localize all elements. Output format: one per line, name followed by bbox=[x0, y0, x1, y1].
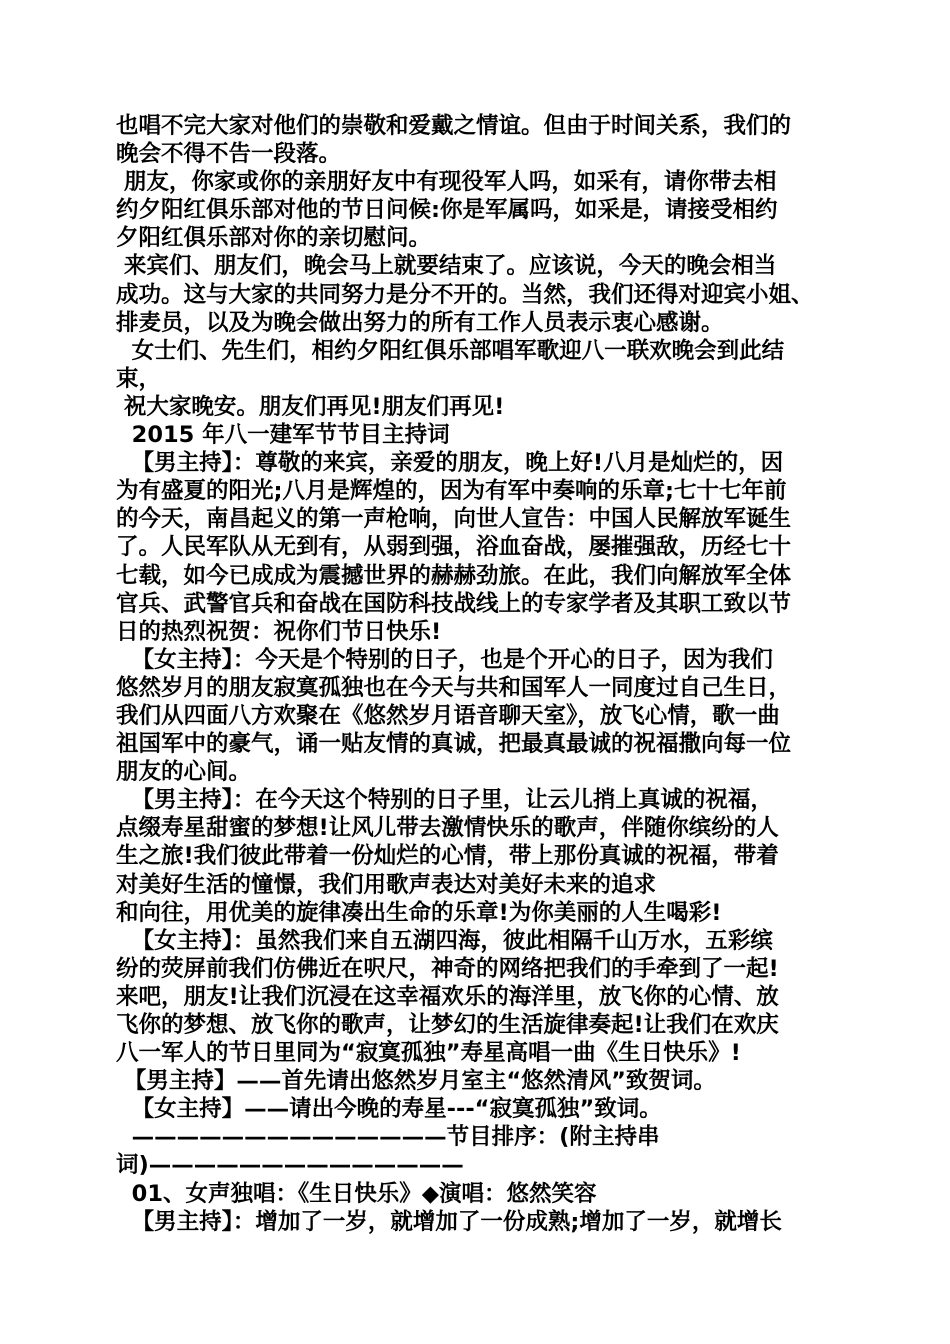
text-line: 来宾们、朋友们，晚会马上就要结束了。应该说，今天的晚会相当 bbox=[116, 253, 777, 280]
text-line: 纷的荧屏前我们仿佛近在呎尺，神奇的网络把我们的手牵到了一起! bbox=[116, 955, 779, 982]
text-line: 【女主持】：虽然我们来自五湖四海，彼此相隔千山万水，五彩缤 bbox=[116, 927, 773, 954]
text-line: 【男主持】：在今天这个特别的日子里，让云儿捎上真诚的祝福， bbox=[116, 787, 773, 814]
text-line: 成功。这与大家的共同努力是分不开的。当然，我们还得对迎宾小姐、 bbox=[116, 281, 814, 308]
text-line: 约夕阳红俱乐部对他的节日问候:你是军属吗，如采是，请接受相约 bbox=[116, 197, 778, 224]
text-line: 飞你的梦想、放飞你的歌声，让梦幻的生活旋律奏起!让我们在欢庆 bbox=[116, 1012, 779, 1038]
text-line: 八一军人的节日里同为“寂寞孤独”寿星高唱一曲《生日快乐》! bbox=[116, 1040, 741, 1067]
text-line: 和向往，用优美的旋律凑出生命的乐章!为你美丽的人生喝彩! bbox=[116, 899, 722, 926]
text-line: 祖国军中的豪气，诵一贴友情的真诚，把最真最诚的祝福撒向每一位 bbox=[116, 731, 792, 758]
text-line: 朋友的心间。 bbox=[116, 759, 252, 786]
text-line: 也唱不完大家对他们的崇敬和爱戴之情谊。但由于时间关系，我们的 bbox=[116, 113, 792, 139]
program-item: 01、女声独唱：《生日快乐》◆演唱：悠然笑容 bbox=[116, 1180, 597, 1207]
text-line: 的今天，南昌起义的第一声枪响，向世人宣告：中国人民解放军诞生 bbox=[116, 506, 792, 533]
text-line: 【女主持】：今天是个特别的日子，也是个开心的日子，因为我们 bbox=[116, 646, 773, 673]
program-order-heading: ——————————————节目排序：(附主持串 bbox=[116, 1124, 660, 1151]
text-line: 为有盛夏的阳光;八月是辉煌的，因为有军中奏响的乐章;七十七年前 bbox=[116, 478, 787, 505]
text-line: 点缀寿星甜蜜的梦想!让风儿带去激情快乐的歌声，伴随你缤纷的人 bbox=[116, 815, 779, 842]
text-line: 晚会不得不告一段落。 bbox=[116, 141, 342, 168]
text-line: 了。人民军队从无到有，从弱到强，浴血奋战，屡摧强敌，历经七十 bbox=[116, 534, 792, 561]
text-line: 夕阳红俱乐部对你的亲切慰问。 bbox=[116, 225, 432, 252]
text-line: 生之旅!我们彼此带着一份灿烂的心情，带上那份真诚的祝福，带着 bbox=[116, 843, 779, 870]
text-line: 女士们、先生们，相约夕阳红俱乐部唱军歌迎八一联欢晚会到此结 bbox=[116, 337, 785, 364]
text-line: 【男主持】：增加了一岁，就增加了一份成熟;增加了一岁，就增长 bbox=[116, 1208, 782, 1235]
text-line: 排麦员，以及为晚会做出努力的所有工作人员表示衷心感谢。 bbox=[116, 309, 724, 336]
text-line: 祝大家晚安。朋友们再见!朋友们再见! bbox=[116, 393, 505, 420]
text-line: 朋友，你家或你的亲朋好友中有现役军人吗，如采有，请你带去相 bbox=[116, 169, 777, 196]
text-line: 【女主持】——请出今晚的寿星---“寂寞孤独”致词。 bbox=[116, 1096, 662, 1123]
text-line: 来吧，朋友!让我们沉浸在这幸福欢乐的海洋里，放飞你的心情、放 bbox=[116, 983, 779, 1010]
text-line: 【男主持】：尊敬的来宾，亲爱的朋友，晚上好!八月是灿烂的，因 bbox=[116, 450, 784, 477]
text-line: 日的热烈祝贺：祝你们节日快乐! bbox=[116, 618, 442, 645]
text-line: 七载，如今已成成为震撼世界的赫赫劲旅。在此，我们向解放军全体 bbox=[116, 562, 792, 589]
program-order-heading-cont: 词)—————————————— bbox=[116, 1152, 464, 1179]
text-line: 束， bbox=[116, 365, 162, 392]
document-body bbox=[116, 112, 846, 1236]
section-title: 2015 年八一建军节节目主持词 bbox=[116, 422, 450, 449]
text-line: 我们从四面八方欢聚在《悠然岁月语音聊天室》，放飞心情，歌一曲 bbox=[116, 702, 780, 729]
text-line: 对美好生活的憧憬，我们用歌声表达对美好未来的追求 bbox=[116, 871, 657, 898]
text-line: 【男主持】——首先请出悠然岁月室主“悠然清风”致贺词。 bbox=[116, 1068, 716, 1095]
text-line: 官兵、武警官兵和奋战在国防科技战线上的专家学者及其职工致以节 bbox=[116, 590, 792, 617]
text-line: 悠然岁月的朋友寂寞孤独也在今天与共和国军人一同度过自己生日， bbox=[116, 674, 792, 701]
